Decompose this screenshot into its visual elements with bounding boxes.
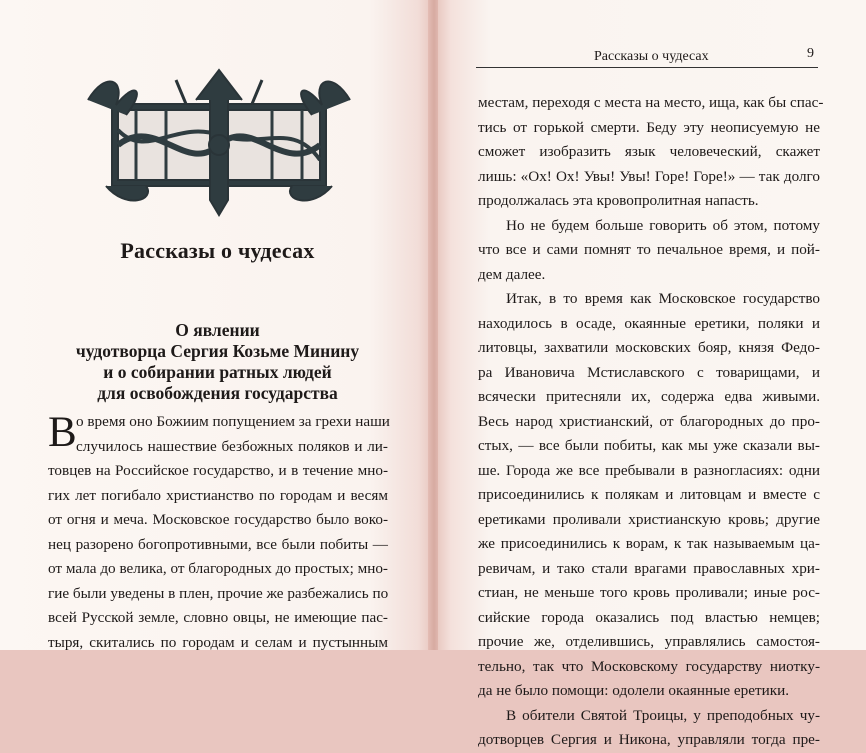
text-line: ревичам, и тако стали врагами православных хри-: [478, 559, 820, 577]
chapter-title: Рассказы о чудесах: [120, 238, 315, 263]
text-line: продолжалась эта кровопролитная напасть.: [478, 192, 759, 209]
text-line: ра Ивановича Мстиславского с товарищами, и: [478, 363, 820, 381]
text-line: тись от горькой смерти. Беду эту неописуемую не: [478, 118, 820, 136]
text-line: о время оно Божиим попущением за грехи наши: [76, 413, 390, 430]
text-line: товцев на Российское государство, и в течение мно-: [48, 462, 388, 479]
section-title-line: для освобождения государства: [97, 383, 338, 403]
text-line: Итак, в то время как Московское государство: [506, 290, 820, 307]
text-line: от мала до велика, от благородных до простых; мно-: [48, 560, 388, 577]
text-line: находилось в осаде, окаянные еретики, поляки и: [478, 314, 820, 332]
section-title-line: и о собирании ратных людей: [103, 362, 332, 382]
text-line: что все и сами помнят то печальное время, и пой-: [478, 241, 820, 258]
text-line: Весь народ христианский, от благородных до про-: [478, 412, 820, 430]
text-line: всей Русской земле, словно овцы, не имеющие пас-: [48, 609, 388, 626]
text-line: всячески притесняли их, содержа едва живыми.: [478, 388, 820, 405]
text-line: тельно, так что Московскому государству ниотку-: [478, 657, 820, 675]
ornamental-headpiece: [86, 60, 352, 220]
text-line: да не было помощи: одолели окаянные еретики.: [478, 682, 790, 699]
text-line: присоединились к полякам и литовцам и вместе с: [478, 486, 820, 503]
text-line: нец разорено богопротивными, все были побиты —: [48, 535, 388, 553]
text-line: еретиками проливали христианскую кровь; другие: [478, 510, 820, 528]
section-title: [40, 320, 395, 404]
text-line: тыря, скитались по городам и селам и пустынным: [48, 633, 388, 651]
running-head-title: Рассказы о чудесах: [594, 49, 709, 64]
text-line: местам, переходя с места на место, ища, как бы спас-: [478, 94, 824, 111]
text-line: гих лет погибало христианство по городам и весям: [48, 486, 388, 504]
text-line: гие были уведены в плен, прочие же разбежались по: [48, 584, 389, 602]
text-line: В обители Святой Троицы, у преподобных чу-: [506, 706, 820, 724]
right-body-text: [478, 91, 824, 753]
text-line: дотворцев Сергия и Никона, управляли тогда пре-: [478, 731, 820, 748]
text-line: стиан, не меньше того кровь проливали; иные рос-: [478, 584, 820, 601]
section-title-line: О явлении: [175, 320, 260, 340]
text-line: литовцы, захватили московских бояр, князя Федо-: [478, 339, 820, 356]
text-line: лишь: «Ох! Ох! Увы! Увы! Горе! Горе!» — так долго: [478, 167, 820, 185]
text-line: сможет изобразить язык человеческий, скажет: [478, 143, 820, 160]
text-line: ше. Города же все пребывали в разногласиях: одни: [478, 461, 820, 479]
text-line: же присоединились к ворам, к так называемым ца-: [478, 535, 820, 552]
running-head: [476, 47, 818, 68]
text-line: сийские города оказались под властью немцев;: [478, 608, 820, 626]
text-line: прочие же, отделившись, управлялись самостоя-: [478, 633, 820, 650]
text-line: дем далее.: [478, 265, 546, 283]
page-number: 9: [807, 46, 814, 61]
drop-cap-letter: В: [48, 409, 77, 456]
left-body-text: [48, 410, 388, 655]
text-line: от огня и меча. Московское государство было воко-: [48, 511, 388, 528]
text-line: стых, — все были побиты, как мы уже сказали вы-: [478, 437, 820, 454]
section-title-line: чудотворца Сергия Козьме Минину: [75, 341, 360, 361]
text-line: Но не будем больше говорить об этом, потому: [506, 216, 820, 234]
text-line: случилось нашествие безбожных поляков и ли-: [76, 437, 388, 455]
